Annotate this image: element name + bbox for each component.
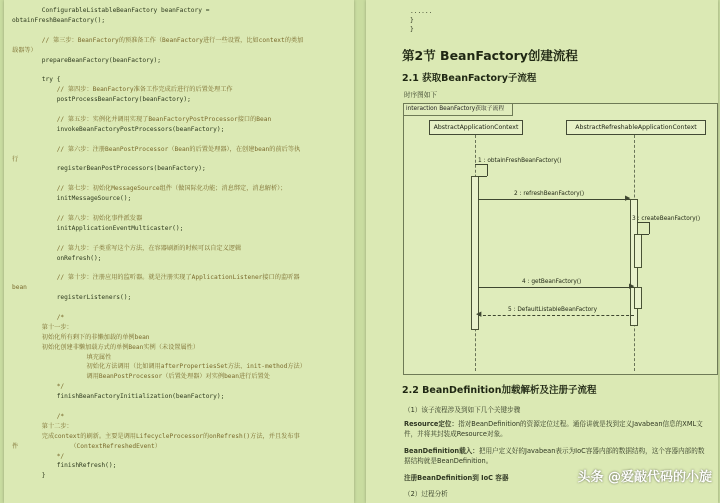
message-4-arrow-icon: ▶	[629, 282, 635, 290]
code-line: 调用BeanPostProcessor（后置处理器）对实例bean进行后置处	[12, 373, 270, 381]
code-line: postProcessBeanFactory(beanFactory);	[12, 96, 191, 104]
code-line: */	[12, 452, 65, 460]
code-line: ConfigurableListableBeanFactory beanFactory =	[12, 7, 210, 14]
message-2-line	[478, 199, 630, 200]
code-line: finishBeanFactoryInitialization(beanFactory);	[12, 393, 225, 401]
participant-abstract-refreshable-application-context: AbstractRefreshableApplicationContext	[566, 120, 706, 135]
code-brace-1: }	[410, 17, 414, 24]
message-3-label: 3 : createBeanFactory()	[632, 216, 701, 222]
code-line: initApplicationEventMulticaster();	[12, 224, 184, 232]
resource-line-2: 件，并将其封装成Resource对象。	[404, 430, 507, 438]
code-line: // 第五步：实例化并调用实现了BeanFactoryPostProcessor接口的Bean	[12, 115, 272, 123]
participant-abstract-application-context: AbstractApplicationContext	[429, 120, 523, 135]
code-line: 初始化方法调用（比如调用afterPropertiesSet方法、init-method方法）	[12, 363, 306, 371]
code-line: /*	[12, 313, 65, 321]
code-line: 载器等）	[12, 46, 37, 54]
message-5-arrow-icon: ◀	[476, 310, 482, 318]
subsection-2-2-title: 2.2 BeanDefinition加载解析及注册子流程	[402, 385, 597, 396]
code-line: // 第六步：注册BeanPostProcessor（Bean的后置处理器），在创建bean的前后等执	[12, 145, 301, 153]
load-term: BeanDefinition载入：	[404, 447, 479, 455]
resource-term: Resource定位：	[404, 420, 459, 428]
message-1-label: 1 : obtainFreshBeanFactory()	[478, 158, 562, 164]
watermark: 头条 @爱敲代码的小旋	[577, 470, 712, 485]
code-line: obtainFreshBeanFactory();	[12, 16, 106, 24]
code-line: invokeBeanFactoryPostProcessors(beanFactory);	[12, 125, 225, 133]
code-line: finishRefresh();	[12, 462, 117, 470]
left-code-page	[4, 0, 354, 503]
load-line-2: 据结构就是BeanDefinition。	[404, 457, 493, 465]
message-2-arrow-icon: ▶	[625, 194, 631, 202]
section-title: 第2节 BeanFactory创建流程	[402, 48, 578, 63]
sequence-diagram	[403, 103, 718, 375]
code-line: prepareBeanFactory(beanFactory);	[12, 56, 162, 64]
code-line: 第十二步：	[12, 422, 73, 430]
code-line: // 第十步：注册应用的监听器。就是注册实现了ApplicationListener接口的监听器	[12, 274, 300, 282]
code-line: // 第七步：初始化MessageSource组件（做国际化功能；消息绑定，消息解析）；	[12, 185, 287, 193]
bean-definition-load-paragraph	[404, 445, 704, 455]
message-1-line-back	[478, 176, 487, 177]
message-3-line-back	[641, 234, 649, 235]
message-1-line	[475, 164, 487, 165]
code-line: // 第三步：BeanFactory的预准备工作（BeanFactory进行一些设置，比如context的类加	[12, 36, 304, 44]
code-line: 初始化所有剩下的非懒加载的单例bean	[12, 333, 150, 341]
code-brace-2: }	[410, 26, 414, 33]
register-bean-definition-line: 注册BeanDefinition到 IoC 容器	[404, 474, 509, 482]
message-5-line	[478, 315, 634, 316]
code-line: registerListeners();	[12, 294, 132, 302]
activation-right-nested	[634, 234, 642, 268]
code-line: 初始化创建非懒加载方式的单例Bean实例（未设置属性）	[12, 343, 200, 351]
timing-diagram-label: 时序图如下	[404, 91, 437, 99]
code-line: registerBeanPostProcessors(beanFactory);	[12, 165, 206, 173]
code-line: 件 （ContextRefreshedEvent）	[12, 442, 161, 450]
resource-location-paragraph	[404, 418, 703, 428]
code-line: // 第八步：初始化事件派发器	[12, 214, 143, 222]
message-5-label: 5 : DefaultListableBeanFactory	[508, 307, 597, 313]
code-line: onRefresh();	[12, 254, 102, 262]
code-ellipsis: ......	[410, 8, 433, 15]
message-4-line	[478, 287, 634, 288]
message-1-return	[487, 164, 488, 176]
code-line: /*	[12, 412, 65, 420]
activation-right-get	[634, 287, 642, 309]
code-line: 行	[12, 155, 19, 163]
message-3-line	[637, 222, 649, 223]
step-2-label: （2）过程分析	[404, 490, 448, 498]
message-3-return	[649, 222, 650, 234]
code-line: 填充属性	[12, 353, 112, 361]
code-line: */	[12, 383, 65, 391]
step-1-label: （1）该子流程涉及到如下几个关键步骤	[404, 406, 521, 414]
code-line: // 第四步：BeanFactory准备工作完成后进行的后置处理工作	[12, 86, 233, 94]
code-line: // 第九步：子类重写这个方法，在容器刷新的时候可以自定义逻辑	[12, 244, 242, 252]
code-line: initMessageSource();	[12, 195, 132, 203]
resource-line-1: 指对BeanDefinition的资源定位过程。通俗讲就是找到定义Javabean信息的XML文	[458, 420, 703, 428]
code-line: 第十一步：	[12, 323, 73, 331]
code-line: try {	[12, 76, 61, 84]
message-2-label: 2 : refreshBeanFactory()	[514, 191, 585, 197]
diagram-title: interaction BeanFactory获取子流程	[404, 104, 513, 116]
message-4-label: 4 : getBeanFactory()	[522, 279, 582, 285]
code-line: bean	[12, 284, 27, 292]
load-line-1: 把用户定义好的Javabean表示为IoC容器内部的数据结构，这个容器内部的数	[478, 447, 705, 455]
right-content-page	[366, 0, 718, 503]
code-line: 完成context的刷新。主要是调用LifecycleProcessor的onRefresh()方法，并且发布事	[12, 432, 300, 440]
code-line: }	[12, 472, 46, 480]
subsection-2-1-title: 2.1 获取BeanFactory子流程	[402, 73, 537, 84]
